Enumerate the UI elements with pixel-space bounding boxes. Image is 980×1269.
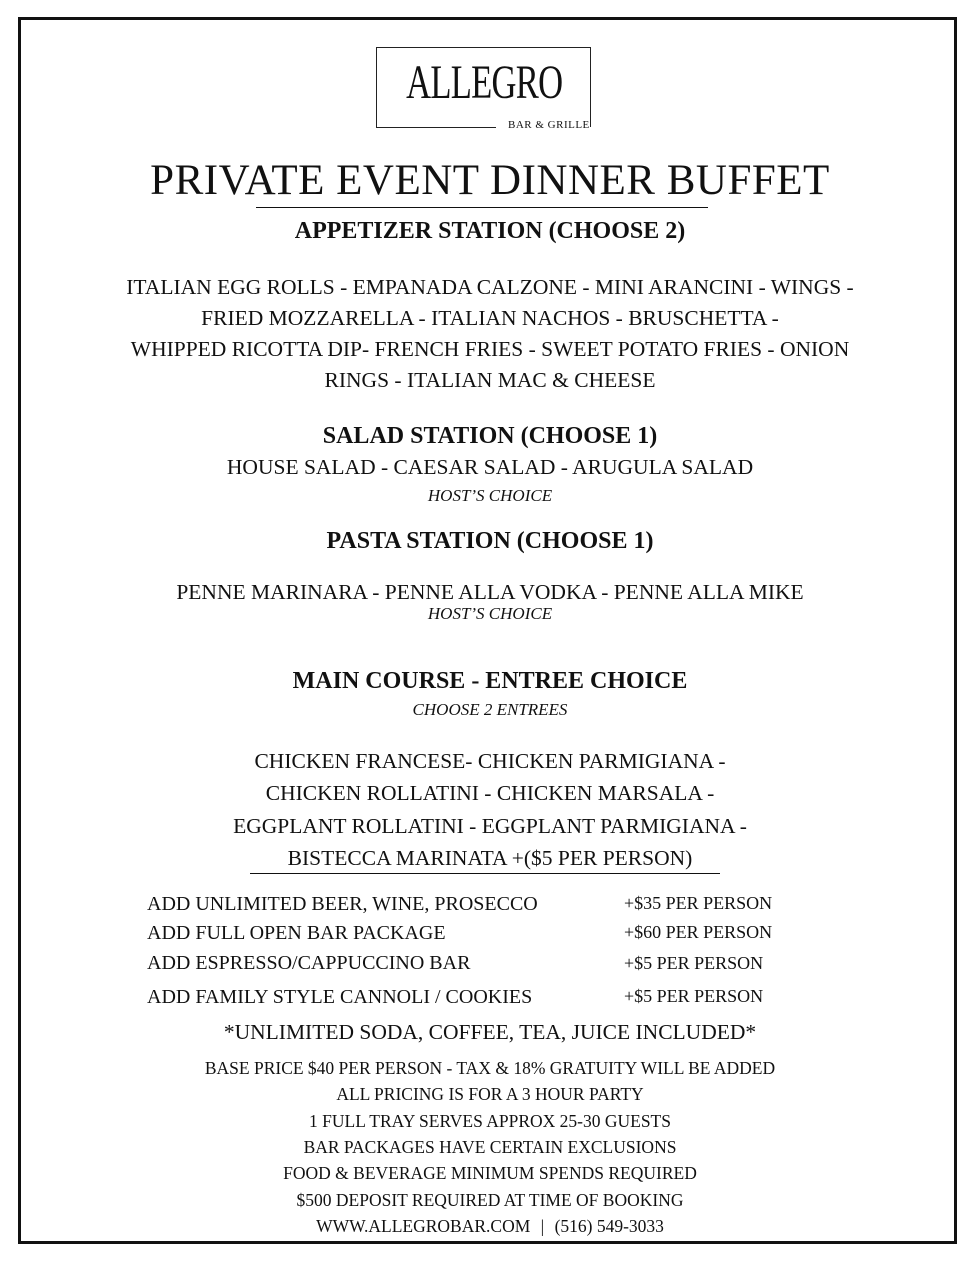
salad-heading: SALAD STATION (CHOOSE 1) — [322, 423, 658, 449]
contact-line — [0, 1216, 980, 1237]
footer-line-2: ALL PRICING IS FOR A 3 HOUR PARTY — [336, 1084, 644, 1104]
appetizer-line-3: WHIPPED RICOTTA DIP- FRENCH FRIES - SWEET POTATO FRIES - ONION — [130, 337, 850, 361]
title-divider — [256, 207, 708, 208]
pasta-items: PENNE MARINARA - PENNE ALLA VODKA - PENNE ALLA MIKE — [176, 580, 804, 604]
footer-line-3: 1 FULL TRAY SERVES APPROX 25-30 GUESTS — [309, 1111, 671, 1131]
logo-underline — [376, 127, 496, 128]
included-note: *UNLIMITED SODA, COFFEE, TEA, JUICE INCLUDED* — [223, 1020, 757, 1044]
addon-label-3: ADD ESPRESSO/CAPPUCCINO BAR — [147, 952, 471, 974]
addon-price-1: +$35 PER PERSON — [624, 893, 773, 913]
pasta-heading: PASTA STATION (CHOOSE 1) — [326, 528, 654, 554]
page-title: PRIVATE EVENT DINNER BUFFET — [150, 157, 830, 204]
salad-note: HOST’S CHOICE — [427, 486, 553, 505]
main-underline — [250, 873, 720, 874]
addon-price-3: +$5 PER PERSON — [624, 953, 764, 973]
website-link[interactable]: WWW.ALLEGROBAR.COM — [316, 1216, 531, 1236]
pasta-note: HOST’S CHOICE — [427, 604, 553, 623]
addon-label-4: ADD FAMILY STYLE CANNOLI / COOKIES — [147, 986, 533, 1008]
main-note: CHOOSE 2 ENTREES — [412, 700, 568, 719]
main-line-4: BISTECCA MARINATA +($5 PER PERSON) — [287, 846, 693, 870]
addon-label-2: ADD FULL OPEN BAR PACKAGE — [147, 922, 446, 944]
logo-subtitle: BAR & GRILLE — [508, 119, 590, 131]
appetizer-line-1: ITALIAN EGG ROLLS - EMPANADA CALZONE - MINI ARANCINI - WINGS - — [126, 275, 854, 299]
phone-number[interactable]: (516) 549-3033 — [554, 1216, 664, 1236]
main-line-3: EGGPLANT ROLLATINI - EGGPLANT PARMIGIANA - — [233, 814, 747, 838]
footer-line-4: BAR PACKAGES HAVE CERTAIN EXCLUSIONS — [303, 1137, 677, 1157]
logo-wordmark: ALLEGRO — [406, 56, 563, 109]
footer-line-6: $500 DEPOSIT REQUIRED AT TIME OF BOOKING — [296, 1190, 684, 1210]
addon-price-2: +$60 PER PERSON — [624, 922, 773, 942]
appetizer-line-4: RINGS - ITALIAN MAC & CHEESE — [324, 368, 656, 392]
addon-price-4: +$5 PER PERSON — [624, 986, 764, 1006]
contact-separator: | — [540, 1216, 545, 1236]
main-heading: MAIN COURSE - ENTREE CHOICE — [292, 668, 688, 694]
main-line-2: CHICKEN ROLLATINI - CHICKEN MARSALA - — [265, 781, 715, 805]
salad-items: HOUSE SALAD - CAESAR SALAD - ARUGULA SALAD — [226, 455, 754, 479]
footer-line-1: BASE PRICE $40 PER PERSON - TAX & 18% GRATUITY WILL BE ADDED — [204, 1058, 776, 1078]
appetizer-line-2: FRIED MOZZARELLA - ITALIAN NACHOS - BRUSCHETTA - — [201, 306, 779, 330]
main-line-1: CHICKEN FRANCESE- CHICKEN PARMIGIANA - — [254, 749, 726, 773]
addon-label-1: ADD UNLIMITED BEER, WINE, PROSECCO — [147, 893, 538, 915]
footer-line-5: FOOD & BEVERAGE MINIMUM SPENDS REQUIRED — [283, 1163, 697, 1183]
appetizer-heading: APPETIZER STATION (CHOOSE 2) — [294, 218, 686, 244]
